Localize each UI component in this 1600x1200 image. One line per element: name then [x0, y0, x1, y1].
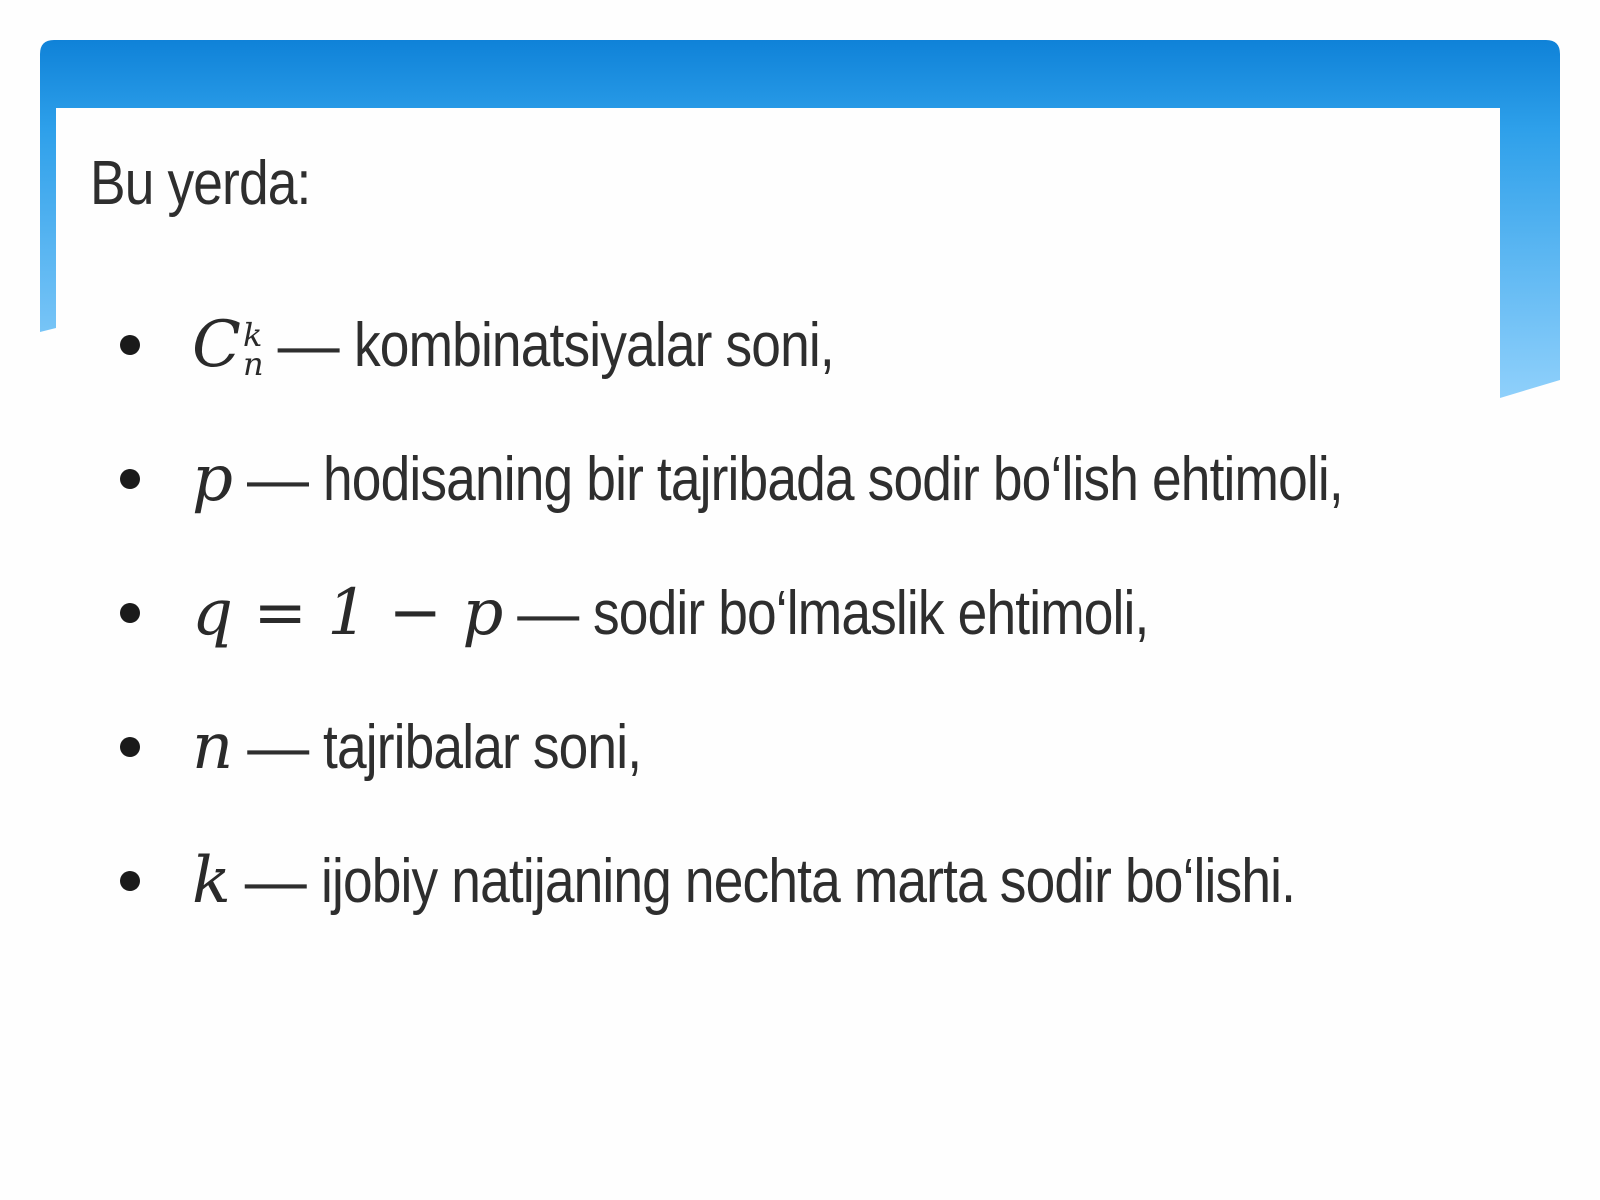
- definition-list: [110, 278, 1509, 948]
- definition-text: kombinatsiyalar soni,: [353, 310, 834, 380]
- definition-item-p: [110, 412, 1509, 546]
- definition-item-combinations: [110, 278, 1509, 412]
- definition-text: tajribalar soni,: [323, 712, 642, 782]
- bullet-icon: [120, 603, 140, 623]
- bullet-icon: [120, 335, 140, 355]
- definition-item-q: [110, 546, 1509, 680]
- symbol-superscript: k: [242, 315, 263, 354]
- heading: Bu yerda:: [90, 149, 311, 218]
- dash: —: [246, 444, 309, 514]
- symbol-q: q = 1 − p: [192, 576, 504, 650]
- dash: —: [247, 712, 310, 782]
- dash: —: [244, 846, 307, 916]
- bullet-icon: [120, 469, 140, 489]
- definition-item-n: [110, 680, 1509, 814]
- symbol-combinations: C k n: [192, 308, 264, 383]
- symbol-p: p: [192, 442, 233, 516]
- symbol-n: n: [192, 710, 234, 784]
- symbol-k: k: [192, 844, 231, 918]
- bullet-icon: [120, 871, 140, 891]
- definition-item-k: [110, 814, 1509, 948]
- definition-text: ijobiy natijaning nechta marta sodir bo‘lishi.: [320, 846, 1295, 916]
- bullet-icon: [120, 737, 140, 757]
- dash: —: [517, 578, 580, 648]
- dash: —: [277, 310, 340, 380]
- symbol-subscript: n: [242, 344, 264, 383]
- definition-text: sodir bo‘lmaslik ehtimoli,: [593, 578, 1149, 648]
- definition-text: hodisaning bir tajribada sodir bo‘lish ehtimoli,: [322, 444, 1343, 514]
